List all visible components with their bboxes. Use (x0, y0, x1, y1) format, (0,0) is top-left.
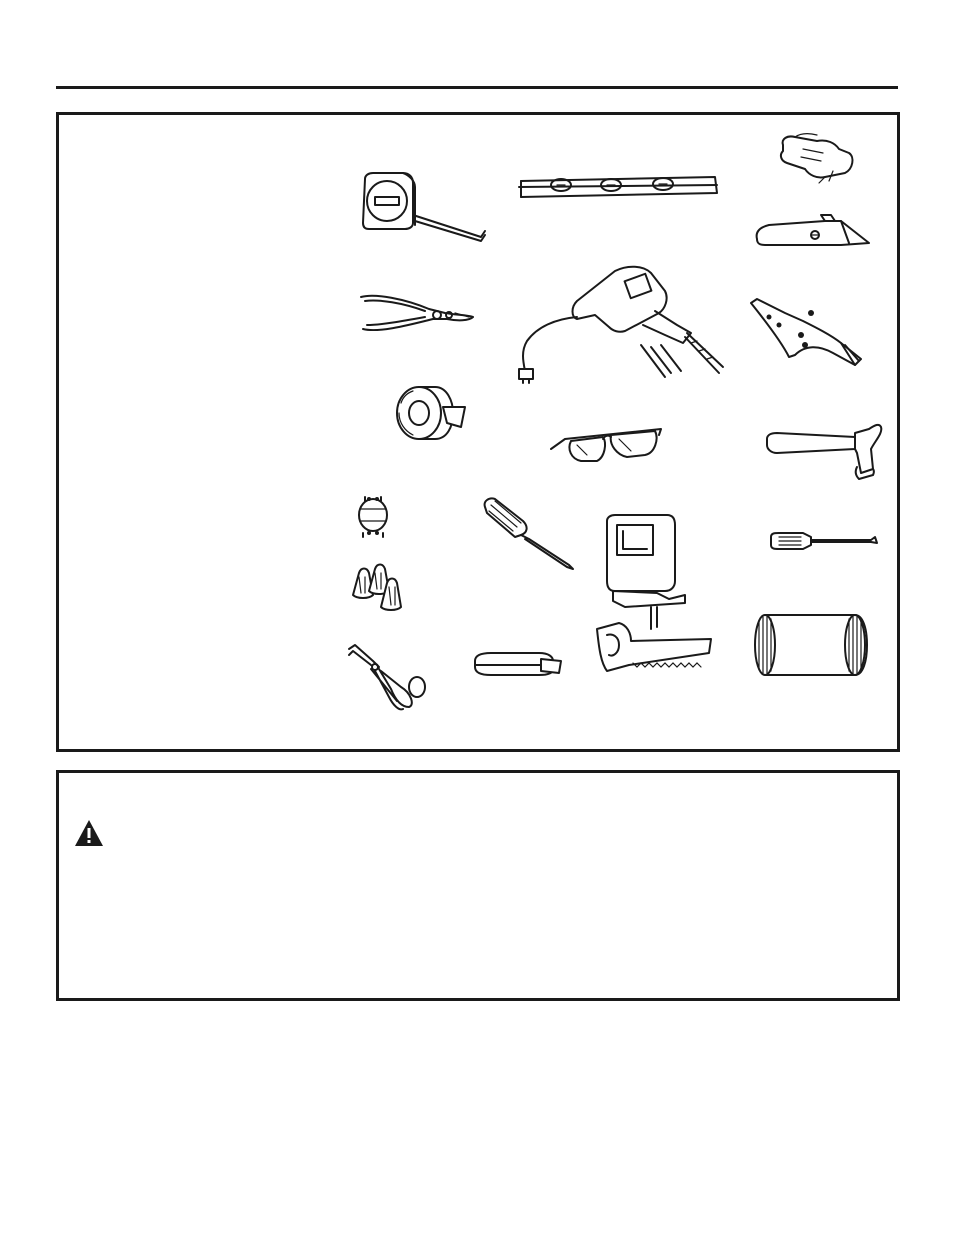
jigsaw-icon (595, 511, 695, 631)
tin-snips-icon (345, 643, 425, 711)
strain-relief-icon (355, 493, 395, 537)
duct-connector-icon (751, 611, 871, 679)
flat-screwdriver-icon (765, 529, 883, 553)
duct-tape-icon (393, 383, 479, 445)
utility-knife-icon (751, 211, 873, 251)
phillips-screwdriver-icon (479, 495, 579, 571)
wire-stripper-icon (745, 295, 867, 367)
wire-nuts-icon (349, 563, 413, 615)
power-drill-icon (515, 261, 729, 383)
top-rule (56, 86, 898, 89)
tools-illustration-panel (56, 112, 900, 752)
work-gloves-icon (773, 123, 857, 183)
hand-saw-icon (593, 619, 715, 675)
foil-tape-icon (471, 649, 563, 679)
safety-glasses-icon (547, 421, 665, 467)
pliers-icon (355, 289, 477, 339)
warning-panel (56, 770, 900, 1001)
level-icon (517, 173, 721, 203)
tape-measure-icon (357, 169, 493, 247)
warning-triangle-icon (74, 819, 104, 847)
hammer-icon (761, 419, 887, 483)
